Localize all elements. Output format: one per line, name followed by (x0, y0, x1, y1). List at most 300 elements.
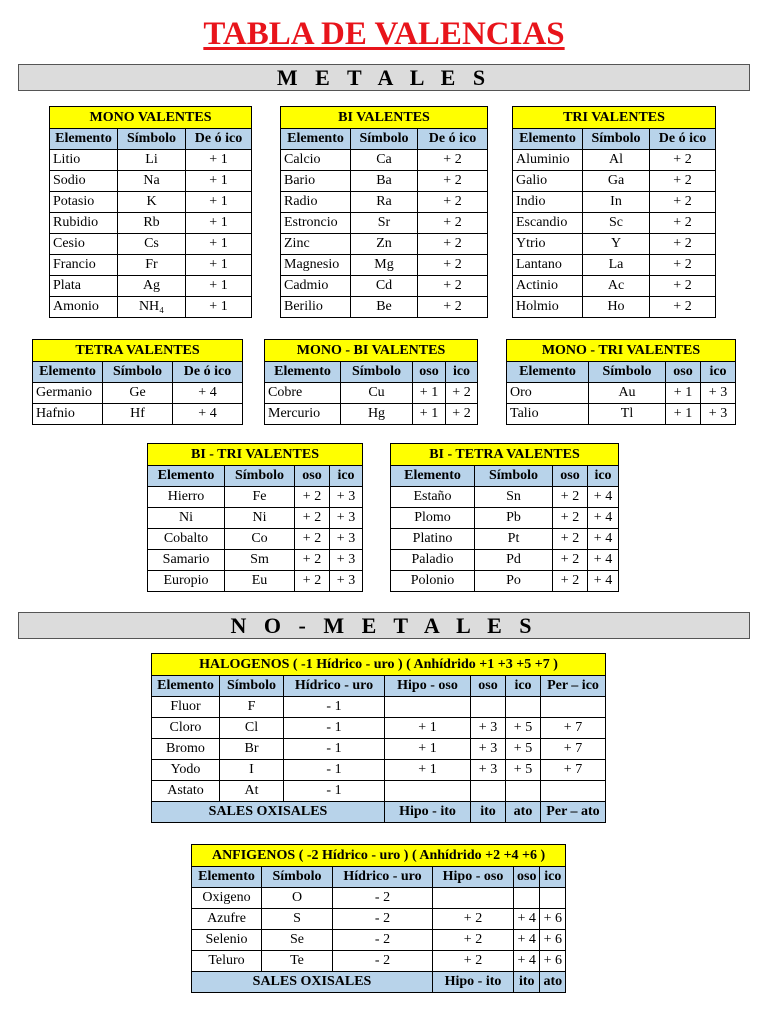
bi-tri-valentes-title: BI - TRI VALENTES (148, 444, 363, 466)
table-cell (514, 888, 540, 909)
table-cell: Litio (50, 150, 118, 171)
table-cell: + 1 (186, 150, 252, 171)
table-cell: + 3 (330, 508, 363, 529)
column-header: oso (514, 867, 540, 888)
column-header: De ó ico (650, 129, 716, 150)
column-header: Símbolo (118, 129, 186, 150)
column-header: ico (446, 362, 478, 383)
mono-bi-valentes-table (264, 339, 478, 425)
table-cell: Ra (351, 192, 418, 213)
table-cell: Radio (281, 192, 351, 213)
table-cell: + 4 (588, 550, 619, 571)
table-cell: + 4 (588, 508, 619, 529)
table-row (148, 529, 363, 550)
table-cell: Calcio (281, 150, 351, 171)
bi-tetra-valentes-table (390, 443, 619, 592)
table-row (281, 213, 488, 234)
table-cell: Lantano (513, 255, 583, 276)
table-cell (471, 781, 506, 802)
mono-tri-valentes-header-row (507, 362, 736, 383)
table-cell: F (220, 697, 284, 718)
table-cell: + 2 (295, 571, 330, 592)
table-cell: Ytrio (513, 234, 583, 255)
table-row (50, 171, 252, 192)
table-cell: Cl (220, 718, 284, 739)
halogenos-title-row (152, 654, 606, 676)
column-header: oso (553, 466, 588, 487)
column-header: Elemento (192, 867, 262, 888)
mono-valentes-title: MONO VALENTES (50, 107, 252, 129)
table-row (148, 571, 363, 592)
table-row (50, 192, 252, 213)
table-cell: + 2 (446, 383, 478, 404)
halogenos-table (151, 653, 606, 823)
table-cell: Aluminio (513, 150, 583, 171)
table-cell: + 1 (186, 276, 252, 297)
table-cell: + 1 (413, 404, 446, 425)
table-cell: Teluro (192, 951, 262, 972)
anfigenos-title-row (192, 845, 566, 867)
column-header: Hipo - oso (385, 676, 471, 697)
table-cell: Cesio (50, 234, 118, 255)
table-cell: + 6 (540, 951, 566, 972)
table-cell (433, 888, 514, 909)
table-row (513, 213, 716, 234)
table-cell: Sodio (50, 171, 118, 192)
table-cell: Actinio (513, 276, 583, 297)
table-cell: + 2 (418, 276, 488, 297)
table-cell: Galio (513, 171, 583, 192)
table-row (513, 276, 716, 297)
table-cell: Polonio (391, 571, 475, 592)
table-cell: Escandio (513, 213, 583, 234)
table-cell: Amonio (50, 297, 118, 318)
table-cell: Azufre (192, 909, 262, 930)
column-header: Hipo - oso (433, 867, 514, 888)
table-cell: + 4 (514, 951, 540, 972)
column-header: Elemento (152, 676, 220, 697)
table-cell: + 3 (701, 383, 736, 404)
metales-heading: M E T A L E S (18, 64, 750, 91)
table-cell (541, 781, 606, 802)
column-header: ico (701, 362, 736, 383)
table-cell: Oxigeno (192, 888, 262, 909)
table-cell: Sm (225, 550, 295, 571)
table-row (513, 255, 716, 276)
table-row (507, 404, 736, 425)
table-cell: - 2 (333, 909, 433, 930)
table-row (281, 255, 488, 276)
table-row (391, 487, 619, 508)
table-cell: Astato (152, 781, 220, 802)
table-cell: Estroncio (281, 213, 351, 234)
table-cell: + 2 (553, 571, 588, 592)
column-header: Símbolo (103, 362, 173, 383)
column-header: De ó ico (186, 129, 252, 150)
table-row (513, 297, 716, 318)
table-row (192, 888, 566, 909)
tetra-valentes-table (32, 339, 243, 425)
table-cell: + 2 (650, 171, 716, 192)
table-cell: + 2 (418, 150, 488, 171)
table-cell: + 2 (553, 487, 588, 508)
table-cell: + 1 (186, 234, 252, 255)
anfigenos-table (191, 844, 566, 993)
table-cell: Selenio (192, 930, 262, 951)
table-cell: Cd (351, 276, 418, 297)
column-header: Símbolo (341, 362, 413, 383)
column-header: Símbolo (589, 362, 666, 383)
table-cell: K (118, 192, 186, 213)
table-cell: Oro (507, 383, 589, 404)
table-cell: Bromo (152, 739, 220, 760)
bi-valentes-title-row (281, 107, 488, 129)
table-cell: Cobre (265, 383, 341, 404)
table-row (50, 276, 252, 297)
table-cell: Germanio (33, 383, 103, 404)
table-cell: + 3 (330, 571, 363, 592)
column-header: Elemento (281, 129, 351, 150)
table-cell: + 5 (506, 739, 541, 760)
table-row (192, 909, 566, 930)
table-cell: Magnesio (281, 255, 351, 276)
column-header: ico (540, 867, 566, 888)
table-cell: Sr (351, 213, 418, 234)
table-cell: At (220, 781, 284, 802)
table-cell: + 2 (650, 276, 716, 297)
page-title (0, 16, 768, 60)
table-cell: - 2 (333, 951, 433, 972)
table-cell: Europio (148, 571, 225, 592)
table-cell: Hierro (148, 487, 225, 508)
table-cell: + 3 (471, 739, 506, 760)
footer-cell: ito (471, 802, 506, 823)
table-cell (385, 781, 471, 802)
table-row (391, 508, 619, 529)
bi-valentes-header-row (281, 129, 488, 150)
table-cell: + 2 (650, 297, 716, 318)
table-cell: Indio (513, 192, 583, 213)
table-cell: + 2 (418, 255, 488, 276)
mono-valentes-title-row (50, 107, 252, 129)
table-row (152, 760, 606, 781)
table-cell: + 1 (186, 192, 252, 213)
table-cell: + 1 (385, 718, 471, 739)
table-cell: Fr (118, 255, 186, 276)
table-cell: + 1 (186, 255, 252, 276)
table-cell: Ni (148, 508, 225, 529)
bi-tri-valentes-title-row (148, 444, 363, 466)
column-header: Símbolo (225, 466, 295, 487)
table-cell: - 1 (284, 739, 385, 760)
mono-tri-valentes-title-row (507, 340, 736, 362)
bi-valentes-table (280, 106, 488, 318)
table-cell: + 4 (588, 487, 619, 508)
table-cell: + 7 (541, 718, 606, 739)
table-cell: Ho (583, 297, 650, 318)
table-row (281, 234, 488, 255)
mono-bi-valentes-title-row (265, 340, 478, 362)
table-cell: + 3 (330, 487, 363, 508)
table-cell: Rubidio (50, 213, 118, 234)
table-cell: Po (475, 571, 553, 592)
bi-tetra-valentes-title: BI - TETRA VALENTES (391, 444, 619, 466)
mono-valentes-table (49, 106, 252, 318)
table-cell: Cs (118, 234, 186, 255)
table-row (152, 718, 606, 739)
column-header: Hídrico - uro (333, 867, 433, 888)
table-cell: Platino (391, 529, 475, 550)
table-cell: S (262, 909, 333, 930)
table-cell: + 2 (446, 404, 478, 425)
table-row (192, 930, 566, 951)
sales-oxisales-label: SALES OXISALES (152, 802, 385, 823)
table-cell: + 6 (540, 909, 566, 930)
anfigenos-footer-row (192, 972, 566, 993)
table-cell: + 1 (413, 383, 446, 404)
table-cell: + 2 (433, 930, 514, 951)
footer-cell: ito (514, 972, 540, 993)
table-cell: Y (583, 234, 650, 255)
table-cell: + 2 (650, 255, 716, 276)
table-cell: Ca (351, 150, 418, 171)
table-cell: - 2 (333, 888, 433, 909)
table-cell: Tl (589, 404, 666, 425)
mono-valentes-header-row (50, 129, 252, 150)
table-cell: + 3 (330, 550, 363, 571)
footer-cell: Hipo - ito (433, 972, 514, 993)
footer-cell: ato (506, 802, 541, 823)
table-cell: - 1 (284, 718, 385, 739)
table-cell: Sc (583, 213, 650, 234)
halogenos-title: HALOGENOS ( -1 Hídrico - uro ) ( Anhídrido +1 +3 +5 +7 ) (152, 654, 606, 676)
table-cell: Zn (351, 234, 418, 255)
table-cell: + 4 (514, 909, 540, 930)
table-cell: + 4 (588, 571, 619, 592)
table-cell: Plata (50, 276, 118, 297)
table-cell: Ga (583, 171, 650, 192)
column-header: oso (666, 362, 701, 383)
table-cell: + 2 (295, 529, 330, 550)
table-row (33, 404, 243, 425)
table-row (281, 192, 488, 213)
table-row (33, 383, 243, 404)
table-cell: Au (589, 383, 666, 404)
table-cell: Francio (50, 255, 118, 276)
table-cell: - 1 (284, 697, 385, 718)
mono-bi-valentes-title: MONO - BI VALENTES (265, 340, 478, 362)
table-cell: + 1 (385, 760, 471, 781)
table-cell: + 1 (666, 383, 701, 404)
table-row (152, 739, 606, 760)
nometales-heading: N O - M E T A L E S (18, 612, 750, 639)
bi-tri-valentes-header-row (148, 466, 363, 487)
table-row (50, 255, 252, 276)
table-row (391, 571, 619, 592)
table-cell: + 2 (433, 909, 514, 930)
table-cell: + 4 (173, 383, 243, 404)
table-cell (471, 697, 506, 718)
column-header: Elemento (265, 362, 341, 383)
table-cell (541, 697, 606, 718)
anfigenos-title: ANFIGENOS ( -2 Hídrico - uro ) ( Anhídrido +2 +4 +6 ) (192, 845, 566, 867)
table-cell: + 2 (553, 550, 588, 571)
table-cell: + 2 (433, 951, 514, 972)
table-row (50, 150, 252, 171)
column-header: Elemento (391, 466, 475, 487)
table-cell: + 3 (471, 760, 506, 781)
table-cell: + 2 (295, 487, 330, 508)
table-cell: Paladio (391, 550, 475, 571)
column-header: Elemento (513, 129, 583, 150)
table-cell: Rb (118, 213, 186, 234)
table-cell: + 1 (186, 213, 252, 234)
column-header: Per – ico (541, 676, 606, 697)
table-cell: Te (262, 951, 333, 972)
table-cell: + 2 (650, 192, 716, 213)
table-cell: + 2 (650, 234, 716, 255)
column-header: oso (295, 466, 330, 487)
table-cell: Hg (341, 404, 413, 425)
column-header: De ó ico (418, 129, 488, 150)
column-header: oso (413, 362, 446, 383)
table-cell: Yodo (152, 760, 220, 781)
table-row (281, 171, 488, 192)
table-cell: Se (262, 930, 333, 951)
tri-valentes-header-row (513, 129, 716, 150)
table-row (148, 550, 363, 571)
table-row (265, 383, 478, 404)
table-cell: Be (351, 297, 418, 318)
table-cell: Ac (583, 276, 650, 297)
table-row (152, 781, 606, 802)
table-cell: Cloro (152, 718, 220, 739)
column-header: De ó ico (173, 362, 243, 383)
table-cell: + 2 (418, 234, 488, 255)
table-row (513, 171, 716, 192)
table-row (513, 234, 716, 255)
table-cell: + 3 (701, 404, 736, 425)
table-cell: Hf (103, 404, 173, 425)
mono-bi-valentes-header-row (265, 362, 478, 383)
table-cell: + 1 (186, 171, 252, 192)
table-cell (540, 888, 566, 909)
table-cell: Pt (475, 529, 553, 550)
table-cell: Estaño (391, 487, 475, 508)
table-cell: + 2 (418, 297, 488, 318)
table-cell: + 3 (471, 718, 506, 739)
column-header: Símbolo (475, 466, 553, 487)
table-cell: + 1 (666, 404, 701, 425)
bi-tetra-valentes-header-row (391, 466, 619, 487)
table-row (391, 550, 619, 571)
table-cell: Cu (341, 383, 413, 404)
table-cell: Sn (475, 487, 553, 508)
anfigenos-header-row (192, 867, 566, 888)
table-cell: La (583, 255, 650, 276)
table-row (513, 150, 716, 171)
table-row (281, 297, 488, 318)
bi-tetra-valentes-title-row (391, 444, 619, 466)
table-cell: + 1 (385, 739, 471, 760)
table-cell: + 5 (506, 760, 541, 781)
page-title-text: TABLA DE VALENCIAS (203, 16, 565, 52)
table-cell: Ni (225, 508, 295, 529)
table-cell: Plomo (391, 508, 475, 529)
table-cell: Mg (351, 255, 418, 276)
bi-valentes-title: BI VALENTES (281, 107, 488, 129)
table-cell: Samario (148, 550, 225, 571)
table-cell: Bario (281, 171, 351, 192)
table-cell (506, 697, 541, 718)
table-cell: + 2 (553, 529, 588, 550)
table-cell: + 2 (418, 213, 488, 234)
column-header: Elemento (148, 466, 225, 487)
table-cell: Na (118, 171, 186, 192)
mono-tri-valentes-title: MONO - TRI VALENTES (507, 340, 736, 362)
table-cell: Cobalto (148, 529, 225, 550)
column-header: Símbolo (583, 129, 650, 150)
table-cell: Pb (475, 508, 553, 529)
halogenos-footer-row (152, 802, 606, 823)
table-cell: Talio (507, 404, 589, 425)
table-cell: Potasio (50, 192, 118, 213)
table-cell: Eu (225, 571, 295, 592)
table-row (391, 529, 619, 550)
table-row (148, 487, 363, 508)
table-cell: + 3 (330, 529, 363, 550)
table-cell: Holmio (513, 297, 583, 318)
column-header: ico (506, 676, 541, 697)
table-cell: Berilio (281, 297, 351, 318)
table-cell: Ba (351, 171, 418, 192)
halogenos-header-row (152, 676, 606, 697)
table-cell: Cadmio (281, 276, 351, 297)
table-row (192, 951, 566, 972)
tetra-valentes-title-row (33, 340, 243, 362)
table-row (507, 383, 736, 404)
table-cell: + 5 (506, 718, 541, 739)
table-row (50, 234, 252, 255)
sales-oxisales-label: SALES OXISALES (192, 972, 433, 993)
table-cell: + 2 (553, 508, 588, 529)
footer-cell: ato (540, 972, 566, 993)
table-row (148, 508, 363, 529)
table-row (281, 276, 488, 297)
table-cell: - 2 (333, 930, 433, 951)
column-header: Símbolo (351, 129, 418, 150)
table-cell: + 2 (650, 150, 716, 171)
table-cell: In (583, 192, 650, 213)
column-header: Elemento (50, 129, 118, 150)
table-cell: + 4 (173, 404, 243, 425)
table-row (265, 404, 478, 425)
footer-cell: Per – ato (541, 802, 606, 823)
table-cell: Ag (118, 276, 186, 297)
table-cell: Ge (103, 383, 173, 404)
table-cell: + 6 (540, 930, 566, 951)
column-header: Hídrico - uro (284, 676, 385, 697)
table-cell: Co (225, 529, 295, 550)
table-cell: Li (118, 150, 186, 171)
footer-cell: Hipo - ito (385, 802, 471, 823)
table-cell: Mercurio (265, 404, 341, 425)
table-cell: I (220, 760, 284, 781)
table-cell: Zinc (281, 234, 351, 255)
table-cell: - 1 (284, 781, 385, 802)
table-cell: + 4 (588, 529, 619, 550)
table-cell: - 1 (284, 760, 385, 781)
